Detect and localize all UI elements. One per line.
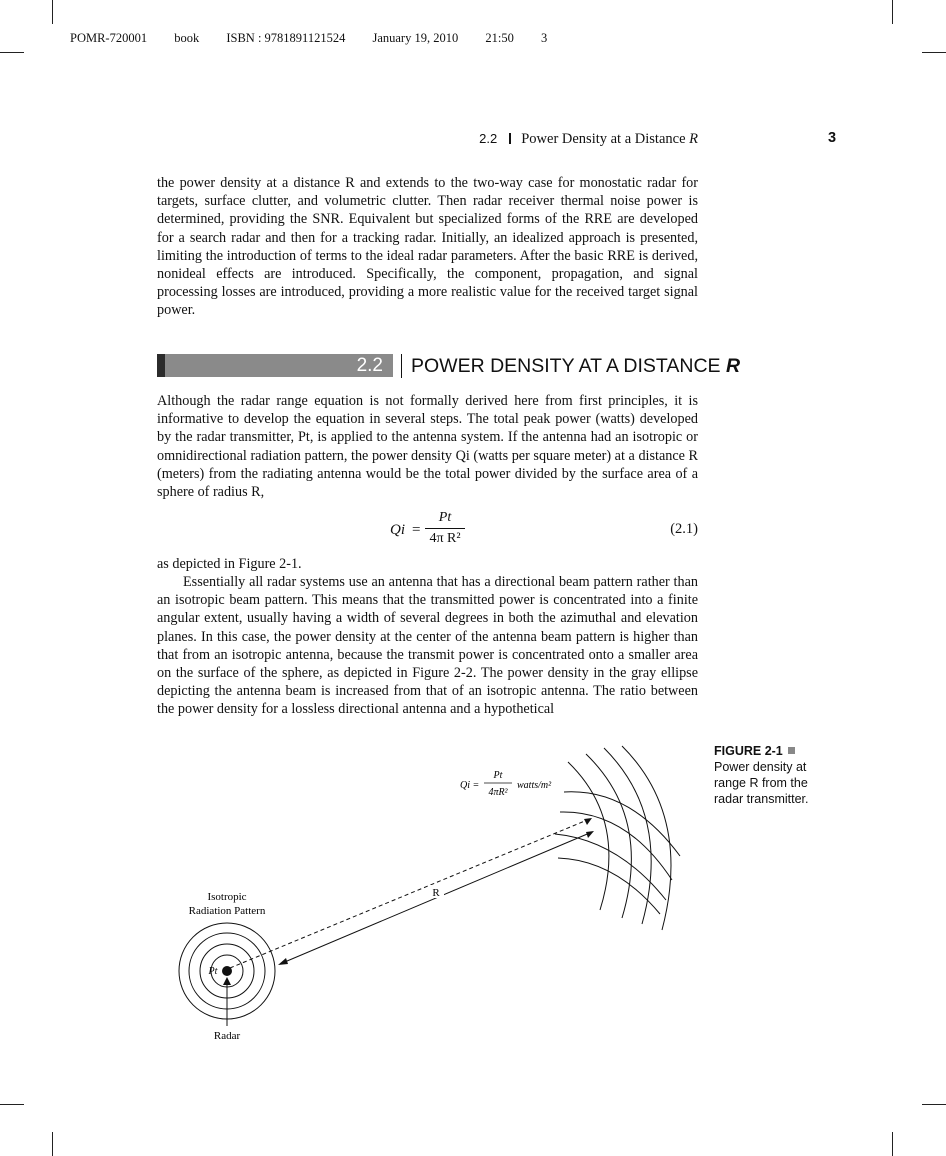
section-heading-rule: [401, 354, 402, 378]
equation-denominator: 4π R²: [429, 531, 461, 546]
propagation-line: [230, 818, 592, 968]
equation-number: (2.1): [670, 521, 698, 537]
section-number-box: [165, 354, 393, 377]
crop-mark: [0, 52, 24, 53]
range-arrowhead: [278, 958, 288, 965]
wavefront-arc: [560, 812, 672, 880]
crop-mark: [892, 0, 893, 24]
section-title: [411, 355, 740, 378]
crop-mark: [892, 1132, 893, 1156]
slug-time: 21:50: [485, 31, 514, 45]
header-slug: [70, 31, 571, 46]
equation-lhs: Qi: [390, 522, 405, 538]
section-heading-accent: [157, 354, 165, 377]
wavefront-arc: [622, 746, 671, 930]
intro-paragraph: the power density at a distance R and extends to the two-way case for monostatic radar for targets, surface clutter, and volumetric clutter. Then radar receiver thermal noise power is determined, providing the SNR. Equivalent but specialized forms of the RRE are developed for a search radar and then for a tracking radar. Initially, an idealized approach is presented, limiting the introduction of terms to the ideal radar parameters. After the basic RRE is derived, nonideal effects are introduced. Specifically, the component, propagation, and signal processing losses are introduced, providing a more realistic value for the received target signal power.: [157, 175, 698, 319]
fraction-bar: [425, 528, 465, 529]
equation-fraction: [425, 510, 465, 547]
range-arrowhead: [586, 831, 594, 838]
figure-caption-text: Power density at range R from the radar transmitter.: [714, 760, 809, 806]
figure-caption: [714, 743, 834, 807]
wavefront-arcs: [555, 746, 680, 930]
running-head-var: R: [689, 131, 698, 147]
wavefront-arc: [564, 792, 680, 856]
section-number: 2.2: [356, 355, 383, 376]
caption-marker: [788, 747, 795, 754]
running-head-section: 2.2: [479, 131, 498, 146]
section-title-text: POWER DENSITY AT A DISTANCE: [411, 355, 721, 377]
formula-denominator: 4πR²: [488, 787, 508, 798]
running-head-divider: [509, 133, 511, 144]
body-paragraph-1: Although the radar range equation is not formally derived here from first principles, it is informative to develop the equation in several steps. The total peak power (watts) developed by the radar transmitter, Pt, is applied to the antenna system. If the antenna had an isotropic or omnidirectional radiation pattern, the power density Qi (watts per square meter) at a distance R (meters) from the radiating antenna would be the total power divided by the surface area of a sphere of radius R,: [157, 393, 698, 501]
crop-mark: [922, 52, 946, 53]
slug-isbn: ISBN : 9781891121524: [226, 31, 346, 45]
figure-2-1: [160, 740, 700, 1060]
slug-num: 3: [540, 31, 548, 45]
equation-2-1: [157, 510, 698, 550]
isotropic-label-line-1: Isotropic: [207, 891, 247, 903]
slug-code: POMR-720001: [70, 31, 148, 45]
crop-mark: [922, 1104, 946, 1105]
body-paragraph-3: Essentially all radar systems use an antenna that has a directional beam pattern rather than an isotropic beam pattern. This means that the transmitted power is concentrated into a finite angular extent, usually having a width of several degrees in both the azimuthal and elevation planes. In this case, the power density at the center of the antenna beam pattern is higher than that from an isotropic antenna, because the transmit power is concentrated onto a smaller area on the surface of the sphere, as depicted in Figure 2-2. The power density in the gray ellipse depicting the antenna beam is increased from that of an isotropic antenna. The ratio between the power density for a lossless directional antenna and a hypothetical: [157, 574, 698, 718]
slug-type: book: [174, 31, 200, 45]
section-heading: [157, 354, 741, 378]
equation-numerator: Pt: [438, 510, 452, 525]
crop-mark: [52, 1132, 53, 1156]
formula-lhs: Qi =: [460, 780, 480, 791]
running-head-title: Power Density at a Distance: [521, 131, 686, 147]
crop-mark: [0, 1104, 24, 1105]
crop-mark: [52, 0, 53, 24]
running-head: [157, 131, 698, 148]
body-paragraph-2: as depicted in Figure 2-1.: [157, 556, 302, 572]
propagation-arrowhead: [584, 818, 592, 825]
page-number: 3: [828, 130, 837, 146]
radar-label: Radar: [213, 1030, 241, 1042]
figure-caption-label: FIGURE 2-1: [714, 744, 783, 758]
formula-units: watts/m²: [517, 780, 552, 791]
pt-label: Pt: [208, 966, 218, 977]
section-title-var: R: [725, 355, 741, 377]
formula-numerator: Pt: [493, 770, 503, 781]
slug-date: January 19, 2010: [372, 31, 459, 45]
isotropic-label-line-2: Radiation Pattern: [188, 905, 266, 917]
equation-equals: =: [412, 522, 421, 538]
wavefront-arc: [586, 754, 631, 918]
range-label: R: [432, 887, 440, 899]
radar-arrowhead: [223, 977, 231, 985]
